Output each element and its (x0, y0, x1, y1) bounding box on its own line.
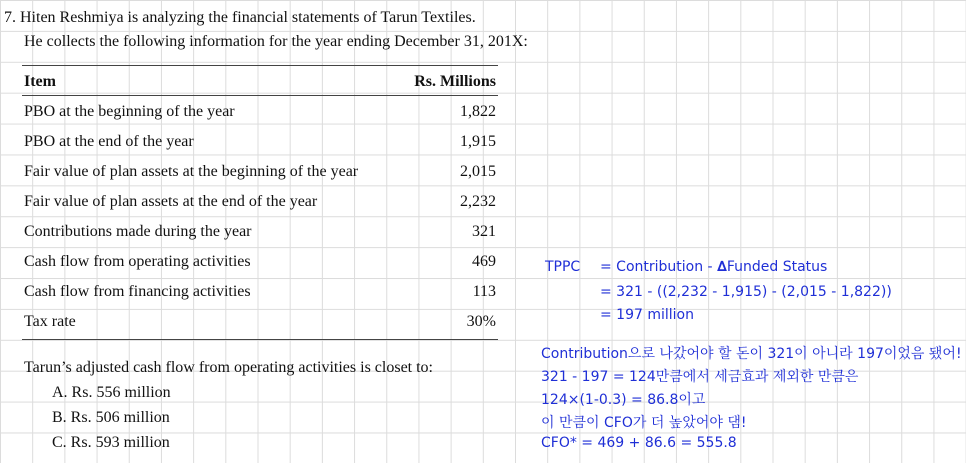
question-line-1: 7. Hiten Reshmiya is analyzing the financial statements of Tarun Textiles. (4, 9, 476, 26)
row-item: PBO at the beginning of the year (24, 103, 235, 120)
table-bottom-rule (22, 339, 498, 340)
delta-symbol: ∆ (717, 259, 727, 275)
table-row (24, 193, 496, 213)
note-equation-1 (600, 259, 827, 275)
note-eq1-prefix: = Contribution - (600, 259, 718, 275)
table-row (24, 313, 496, 333)
table-row (24, 253, 496, 273)
table-header-rule (22, 95, 498, 96)
table-header-item: Item (24, 73, 56, 90)
table-row (24, 133, 496, 153)
row-item: Tax rate (24, 313, 76, 330)
row-item: PBO at the end of the year (24, 133, 194, 150)
option-b: B. Rs. 506 million (52, 409, 170, 426)
table-row (24, 163, 496, 183)
row-item: Cash flow from operating activities (24, 253, 251, 270)
row-item: Cash flow from financing activities (24, 283, 251, 300)
note-korean-line: 이 만큼이 CFO가 더 높았어야 댐! (541, 415, 747, 431)
row-item: Fair value of plan assets at the end of the year (24, 193, 318, 210)
option-a: A. Rs. 556 million (52, 384, 171, 401)
row-item: Fair value of plan assets at the beginning of the year (24, 163, 359, 180)
question-line-2: He collects the following information for the year ending December 31, 201X: (24, 33, 528, 50)
note-equation-3: = 197 million (600, 307, 694, 323)
row-item: Contributions made during the year (24, 223, 252, 240)
table-header-value: Rs. Millions (414, 73, 496, 90)
note-eq1-suffix: Funded Status (726, 259, 828, 275)
table-row (24, 103, 496, 123)
note-korean-line: 124×(1-0.3) = 86.8이고 (541, 392, 706, 408)
table-row (24, 223, 496, 243)
question-prompt: Tarun’s adjusted cash flow from operating activities is closet to: (24, 359, 433, 376)
table-row (24, 283, 496, 303)
row-value: 1,915 (460, 133, 496, 150)
row-value: 321 (472, 223, 496, 240)
row-value: 2,232 (460, 193, 496, 210)
note-korean-line: Contribution으로 나갔어야 할 돈이 321이 아니라 197이었음 됐어! (541, 346, 962, 362)
note-equation-2: = 321 - ((2,232 - 1,915) - (2,015 - 1,822)) (600, 284, 892, 300)
note-korean-line: 321 - 197 = 124만큼에서 세금효과 제외한 만큼은 (541, 369, 859, 385)
option-c: C. Rs. 593 million (52, 434, 170, 451)
row-value: 1,822 (460, 103, 496, 120)
note-korean-line: CFO* = 469 + 86.6 = 555.8 (541, 435, 737, 451)
row-value: 469 (472, 253, 496, 270)
table-top-rule (22, 65, 498, 66)
row-value: 2,015 (460, 163, 496, 180)
row-value: 113 (472, 283, 496, 300)
row-value: 30% (466, 313, 496, 330)
note-label: TPPC (545, 259, 581, 275)
